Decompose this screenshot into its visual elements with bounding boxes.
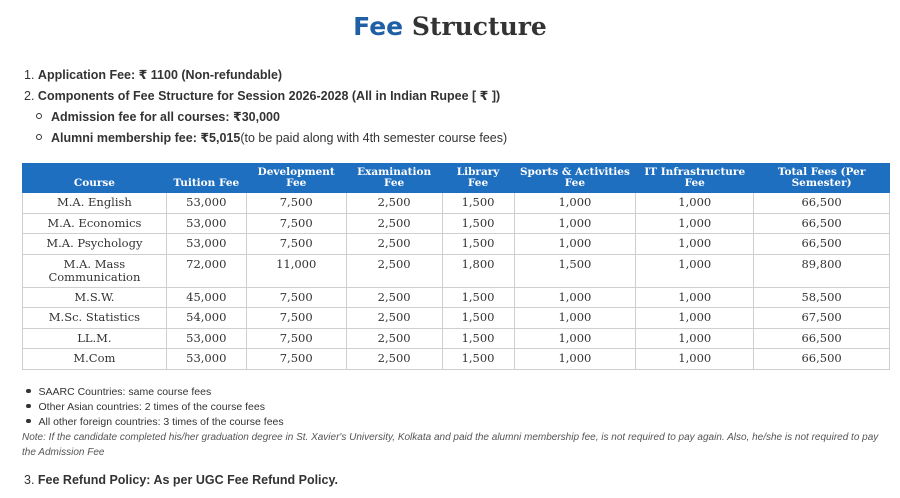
cell-it: 1,000 (636, 193, 754, 214)
admission-fee-subitem (36, 109, 280, 125)
alumni-fee-note: (to be paid along with 4th semester course fees) (240, 131, 508, 145)
cell-total: 66,500 (754, 349, 890, 370)
cell-it: 1,000 (636, 308, 754, 329)
table-row (23, 193, 890, 214)
header-examination: Examination Fee (346, 164, 442, 193)
cell-sports: 1,000 (514, 308, 636, 329)
cell-tuition: 53,000 (166, 193, 246, 214)
cell-total: 66,500 (754, 213, 890, 234)
cell-examination: 2,500 (346, 287, 442, 308)
cell-library: 1,800 (442, 254, 514, 287)
header-development: Development Fee (246, 164, 346, 193)
cell-examination: 2,500 (346, 328, 442, 349)
header-course: Course (23, 164, 167, 193)
circle-bullet-icon (36, 134, 42, 140)
title-accent: Fee (353, 12, 404, 41)
item-number: 1. (24, 68, 35, 82)
cell-examination: 2,500 (346, 254, 442, 287)
table-header-row (23, 164, 890, 193)
cell-sports: 1,000 (514, 349, 636, 370)
cell-course: M.Sc. Statistics (23, 308, 167, 329)
cell-tuition: 53,000 (166, 349, 246, 370)
alumni-fee-subitem (36, 130, 507, 146)
cell-development: 7,500 (246, 287, 346, 308)
cell-total: 58,500 (754, 287, 890, 308)
refund-policy-item (24, 472, 338, 488)
cell-total: 66,500 (754, 193, 890, 214)
cell-library: 1,500 (442, 349, 514, 370)
bullet-text: Other Asian countries: 2 times of the course fees (38, 401, 265, 413)
cell-development: 7,500 (246, 213, 346, 234)
item-number: 2. (24, 89, 35, 103)
bullet-text: All other foreign countries: 3 times of the course fees (38, 416, 284, 428)
components-text: Components of Fee Structure for Session 2026-2028 (All in Indian Rupee [ ₹ ]) (37, 89, 501, 103)
cell-course: M.A. English (23, 193, 167, 214)
cell-it: 1,000 (636, 328, 754, 349)
admission-fee-text: Admission fee for all courses: ₹30,000 (51, 110, 280, 124)
cell-it: 1,000 (636, 287, 754, 308)
cell-total: 67,500 (754, 308, 890, 329)
cell-tuition: 45,000 (166, 287, 246, 308)
alumni-note: Note: If the candidate completed his/her graduation degree in St. Xavier's University, Kolkata and paid the alumni membership fee, is not required to pay again. Also, he/she is not required to pay the Admission Fee (22, 432, 879, 458)
list-item (26, 385, 284, 400)
bullet-text: SAARC Countries: same course fees (38, 386, 212, 398)
header-tuition: Tuition Fee (166, 164, 246, 193)
bullet-dot-icon (26, 404, 31, 409)
page-title (0, 9, 900, 45)
cell-it: 1,000 (636, 349, 754, 370)
cell-development: 7,500 (246, 308, 346, 329)
cell-sports: 1,500 (514, 254, 636, 287)
circle-bullet-icon (36, 113, 42, 119)
application-fee-text: Application Fee: ₹ 1100 (Non-refundable) (37, 68, 283, 82)
cell-it: 1,000 (636, 213, 754, 234)
cell-course: M.A. Mass Communication (23, 254, 167, 287)
cell-course: M.S.W. (23, 287, 167, 308)
cell-sports: 1,000 (514, 287, 636, 308)
header-total: Total Fees (Per Semester) (754, 164, 890, 193)
cell-total: 66,500 (754, 328, 890, 349)
cell-sports: 1,000 (514, 213, 636, 234)
cell-tuition: 53,000 (166, 213, 246, 234)
cell-development: 11,000 (246, 254, 346, 287)
cell-examination: 2,500 (346, 213, 442, 234)
application-fee-item (24, 67, 282, 83)
item-number: 3. (24, 473, 35, 487)
bullet-dot-icon (26, 419, 31, 424)
table-row (23, 328, 890, 349)
cell-tuition: 54,000 (166, 308, 246, 329)
cell-sports: 1,000 (514, 193, 636, 214)
foreign-fee-list (26, 385, 284, 430)
header-it: IT Infrastructure Fee (636, 164, 754, 193)
cell-examination: 2,500 (346, 193, 442, 214)
cell-library: 1,500 (442, 328, 514, 349)
cell-course: M.A. Economics (23, 213, 167, 234)
components-item (24, 88, 500, 104)
cell-examination: 2,500 (346, 349, 442, 370)
cell-tuition: 53,000 (166, 328, 246, 349)
table-row (23, 213, 890, 234)
fee-table (22, 163, 890, 370)
header-library: Library Fee (442, 164, 514, 193)
cell-library: 1,500 (442, 213, 514, 234)
cell-course: M.Com (23, 349, 167, 370)
cell-total: 66,500 (754, 234, 890, 255)
cell-sports: 1,000 (514, 328, 636, 349)
cell-examination: 2,500 (346, 308, 442, 329)
cell-development: 7,500 (246, 193, 346, 214)
alumni-fee-text: Alumni membership fee: ₹5,015 (51, 131, 241, 145)
cell-library: 1,500 (442, 193, 514, 214)
table-row (23, 287, 890, 308)
table-row (23, 349, 890, 370)
cell-it: 1,000 (636, 234, 754, 255)
cell-development: 7,500 (246, 234, 346, 255)
cell-total: 89,800 (754, 254, 890, 287)
cell-course: M.A. Psychology (23, 234, 167, 255)
cell-tuition: 53,000 (166, 234, 246, 255)
cell-it: 1,000 (636, 254, 754, 287)
list-item (26, 400, 284, 415)
refund-policy-text: Fee Refund Policy: As per UGC Fee Refund Policy. (37, 473, 338, 487)
cell-development: 7,500 (246, 349, 346, 370)
cell-library: 1,500 (442, 308, 514, 329)
bullet-dot-icon (26, 389, 31, 394)
cell-tuition: 72,000 (166, 254, 246, 287)
header-sports: Sports & Activities Fee (514, 164, 636, 193)
table-row (23, 254, 890, 287)
cell-course: LL.M. (23, 328, 167, 349)
cell-sports: 1,000 (514, 234, 636, 255)
table-row (23, 234, 890, 255)
table-row (23, 308, 890, 329)
cell-examination: 2,500 (346, 234, 442, 255)
title-rest: Structure (411, 12, 547, 41)
cell-library: 1,500 (442, 287, 514, 308)
list-item (26, 415, 284, 430)
cell-library: 1,500 (442, 234, 514, 255)
cell-development: 7,500 (246, 328, 346, 349)
